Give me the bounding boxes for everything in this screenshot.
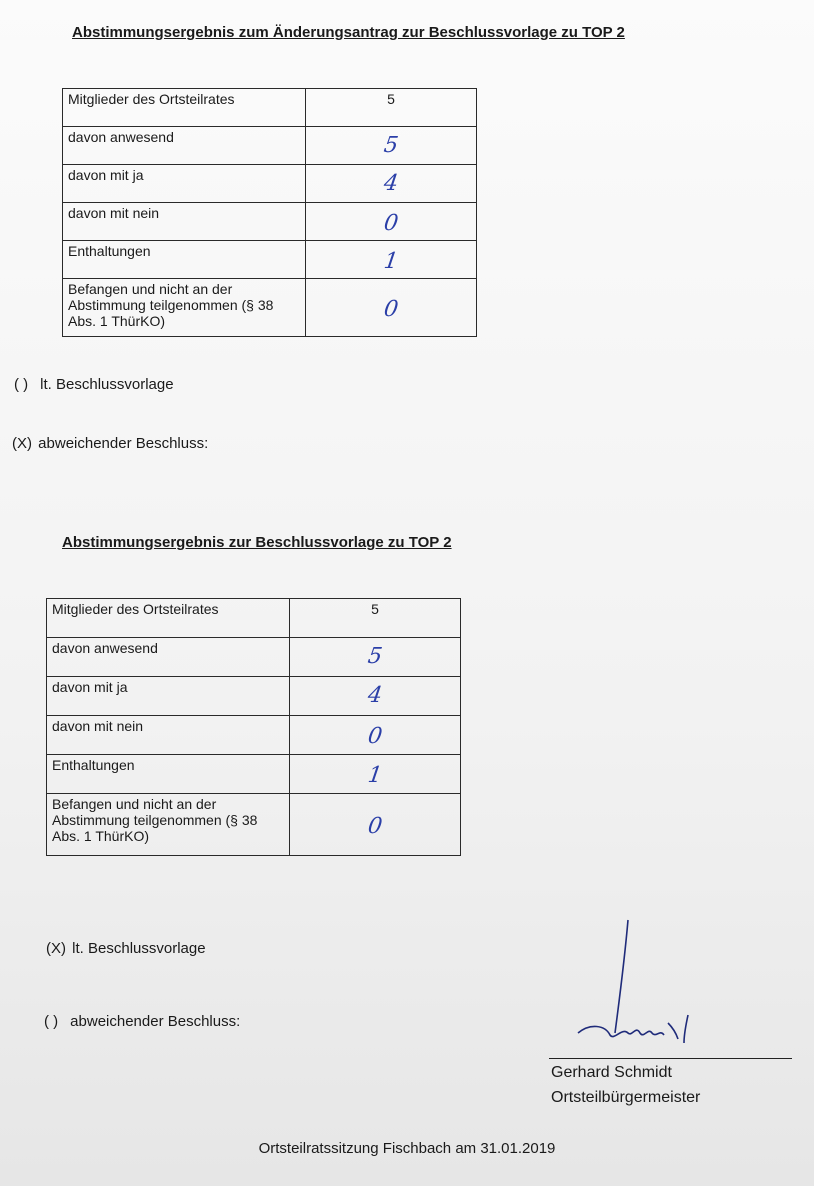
signatory-name: Gerhard Schmidt	[551, 1064, 672, 1081]
handwritten-signature	[570, 915, 700, 1055]
row-value: 5	[371, 601, 379, 617]
table-row	[47, 677, 461, 716]
handwritten-value: 0	[366, 814, 384, 839]
table-row	[63, 203, 477, 241]
table-row	[47, 638, 461, 677]
option-label: lt. Beschlussvorlage	[72, 940, 206, 957]
section2-option-beschlussvorlage	[46, 940, 206, 957]
table-row	[47, 599, 461, 638]
checkbox-mark: ( )	[44, 1013, 59, 1030]
option-label: abweichender Beschluss:	[38, 435, 209, 452]
handwritten-value: 1	[382, 249, 400, 274]
section2-option-abweichend	[44, 1013, 240, 1030]
handwritten-value: 4	[366, 683, 384, 708]
table-row	[47, 794, 461, 856]
table-row	[63, 127, 477, 165]
table-row	[47, 755, 461, 794]
row-label: Befangen und nicht an der Abstimmung teilgenommen (§ 38 Abs. 1 ThürKO)	[63, 279, 306, 337]
checkbox-mark: (X)	[46, 940, 66, 957]
section1-heading: Abstimmungsergebnis zum Änderungsantrag zur Beschlussvorlage zu TOP 2	[72, 24, 625, 41]
section1-option-beschlussvorlage	[14, 376, 174, 393]
handwritten-value: 4	[382, 171, 400, 196]
row-label: davon mit ja	[47, 677, 290, 716]
handwritten-value: 0	[382, 297, 400, 322]
handwritten-value: 0	[366, 724, 384, 749]
table-row	[63, 241, 477, 279]
section2-heading: Abstimmungsergebnis zur Beschlussvorlage zu TOP 2	[62, 534, 452, 551]
section2-vote-table	[46, 598, 461, 856]
row-label: Enthaltungen	[63, 241, 306, 279]
option-label: lt. Beschlussvorlage	[40, 376, 174, 393]
handwritten-value: 5	[366, 644, 384, 669]
row-label: davon anwesend	[63, 127, 306, 165]
signature-line	[549, 1058, 792, 1059]
row-label: davon mit ja	[63, 165, 306, 203]
table-row	[63, 279, 477, 337]
table-row	[63, 89, 477, 127]
checkbox-mark: ( )	[14, 376, 29, 393]
handwritten-value: 1	[366, 763, 384, 788]
row-label: davon mit nein	[63, 203, 306, 241]
row-label: Mitglieder des Ortsteilrates	[47, 599, 290, 638]
table-row	[63, 165, 477, 203]
row-label: Befangen und nicht an der Abstimmung teilgenommen (§ 38 Abs. 1 ThürKO)	[47, 794, 290, 856]
section1-vote-table	[62, 88, 477, 337]
footer-meeting-line: Ortsteilratssitzung Fischbach am 31.01.2019	[258, 1140, 556, 1157]
signatory-title: Ortsteilbürgermeister	[551, 1089, 701, 1106]
row-label: Mitglieder des Ortsteilrates	[63, 89, 306, 127]
section1-option-abweichend	[12, 435, 208, 452]
handwritten-value: 5	[382, 133, 400, 158]
row-value: 5	[387, 91, 395, 107]
row-label: Enthaltungen	[47, 755, 290, 794]
option-label: abweichender Beschluss:	[70, 1013, 241, 1030]
row-label: davon anwesend	[47, 638, 290, 677]
table-row	[47, 716, 461, 755]
checkbox-mark: (X)	[12, 435, 32, 452]
row-label: davon mit nein	[47, 716, 290, 755]
handwritten-value: 0	[382, 211, 400, 236]
